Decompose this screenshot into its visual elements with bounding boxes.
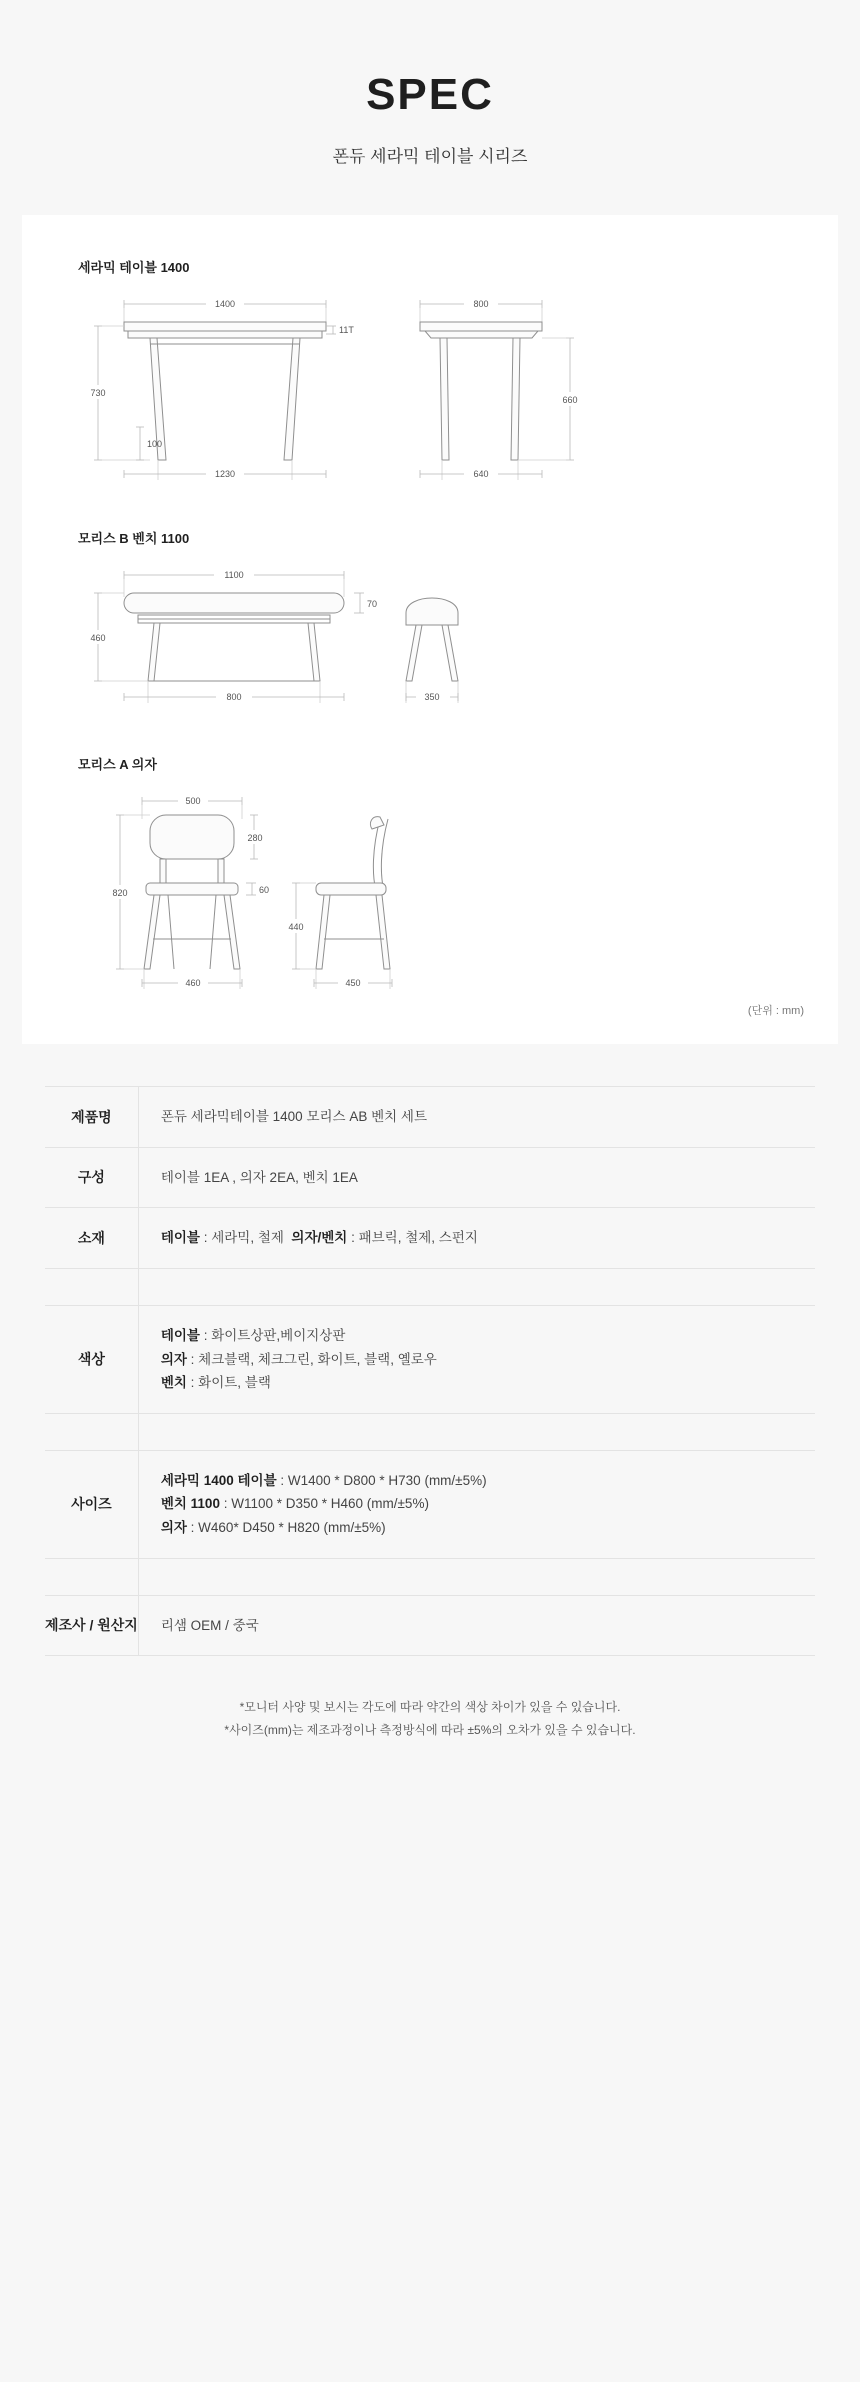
dim-bench-seat-thickness: 70	[367, 599, 378, 609]
spec-label-manufacturer: 제조사 / 원산지	[45, 1595, 138, 1656]
spec-value-size: 세라믹 1400 테이블 : W1400 * D800 * H730 (mm/±5%) 벤치 1100 : W1100 * D350 * H460 (mm/±5%) 의자 : W460* D450 * H820 (mm/±5%)	[160, 1472, 487, 1535]
drawing-title-bench: 모리스 B 벤치 1100	[78, 531, 190, 546]
spec-label-material: 소재	[45, 1208, 138, 1269]
spec-value-manufacturer: 리샘 OEM / 중국	[160, 1617, 259, 1633]
separator-cell-left	[45, 1413, 138, 1450]
dim-table-front-width: 1400	[214, 299, 236, 309]
spec-label-color: 색상	[45, 1305, 138, 1413]
dim-chair-seat-thickness: 60	[259, 885, 270, 895]
page-subtitle: 폰듀 세라믹 테이블 시리즈	[332, 147, 528, 166]
page-title: SPEC	[366, 70, 494, 119]
table-row	[45, 1305, 815, 1413]
dim-chair-side-seat-height: 440	[288, 922, 304, 932]
drawing-card	[22, 215, 838, 1044]
dim-table-side-height: 660	[562, 395, 578, 405]
spec-value-material: 테이블 : 세라믹, 철제 의자/벤치 : 패브릭, 철제, 스펀지	[160, 1230, 478, 1246]
drawing-title-chair: 모리스 A 의자	[78, 757, 157, 772]
spec-label-product-name: 제품명	[45, 1087, 138, 1148]
table-row-separator	[45, 1558, 815, 1595]
dim-chair-back-height: 280	[247, 833, 263, 843]
spec-table-body	[45, 1087, 815, 1656]
table-row-separator	[45, 1268, 815, 1305]
separator-cell-right	[138, 1268, 815, 1305]
table-row	[45, 1595, 815, 1656]
footnote-color: *모니터 사양 및 보시는 각도에 따라 약간의 색상 차이가 있을 수 있습니다.	[239, 1700, 621, 1715]
drawing-chair	[54, 779, 806, 1014]
spec-value-product-name: 폰듀 세라믹테이블 1400 모리스 AB 벤치 세트	[160, 1109, 427, 1124]
spec-label-composition: 구성	[45, 1147, 138, 1208]
dim-chair-total-height: 820	[112, 888, 128, 898]
table-row	[45, 1147, 815, 1208]
dim-table-base-width: 1230	[214, 469, 236, 479]
dim-chair-back-width: 500	[185, 796, 201, 806]
table-row	[45, 1087, 815, 1148]
dim-table-side-base: 640	[473, 469, 489, 479]
separator-cell-left	[45, 1558, 138, 1595]
dim-table-leg-inset: 100	[147, 439, 163, 449]
dim-bench-width: 1100	[224, 570, 244, 580]
spec-table	[45, 1086, 815, 1656]
separator-cell-right	[138, 1413, 815, 1450]
dim-chair-side-depth: 450	[345, 978, 361, 988]
spec-value-color: 테이블 : 화이트상판,베이지상판 의자 : 체크블랙, 체크그린, 화이트, 블랙, 옐로우 벤치 : 화이트, 블랙	[160, 1327, 437, 1391]
drawing-bench-1100	[54, 553, 806, 728]
dim-table-height: 730	[90, 388, 106, 398]
dim-table-side-depth: 800	[473, 299, 489, 309]
drawing-title-table: 세라믹 테이블 1400	[78, 260, 190, 275]
footnote-size: *사이즈(mm)는 제조과정이나 측정방식에 따라 ±5%의 오차가 있을 수 있습니다.	[224, 1723, 636, 1738]
dim-chair-base-width: 460	[185, 978, 201, 988]
unit-note: (단위 : mm)	[747, 1005, 804, 1017]
dim-bench-side-depth: 350	[424, 692, 440, 702]
drawing-table-1400	[54, 282, 806, 502]
spec-value-composition: 테이블 1EA , 의자 2EA, 벤치 1EA	[160, 1169, 358, 1185]
table-row	[45, 1208, 815, 1269]
spec-label-size: 사이즈	[45, 1450, 138, 1558]
dim-table-top-thickness: 11T	[339, 325, 354, 335]
dim-bench-base-width: 800	[226, 692, 242, 702]
separator-cell-right	[138, 1558, 815, 1595]
dim-bench-height: 460	[90, 633, 106, 643]
page-header	[0, 0, 860, 167]
separator-cell-left	[45, 1268, 138, 1305]
table-row	[45, 1450, 815, 1558]
footnotes	[0, 1696, 860, 1742]
table-row-separator	[45, 1413, 815, 1450]
